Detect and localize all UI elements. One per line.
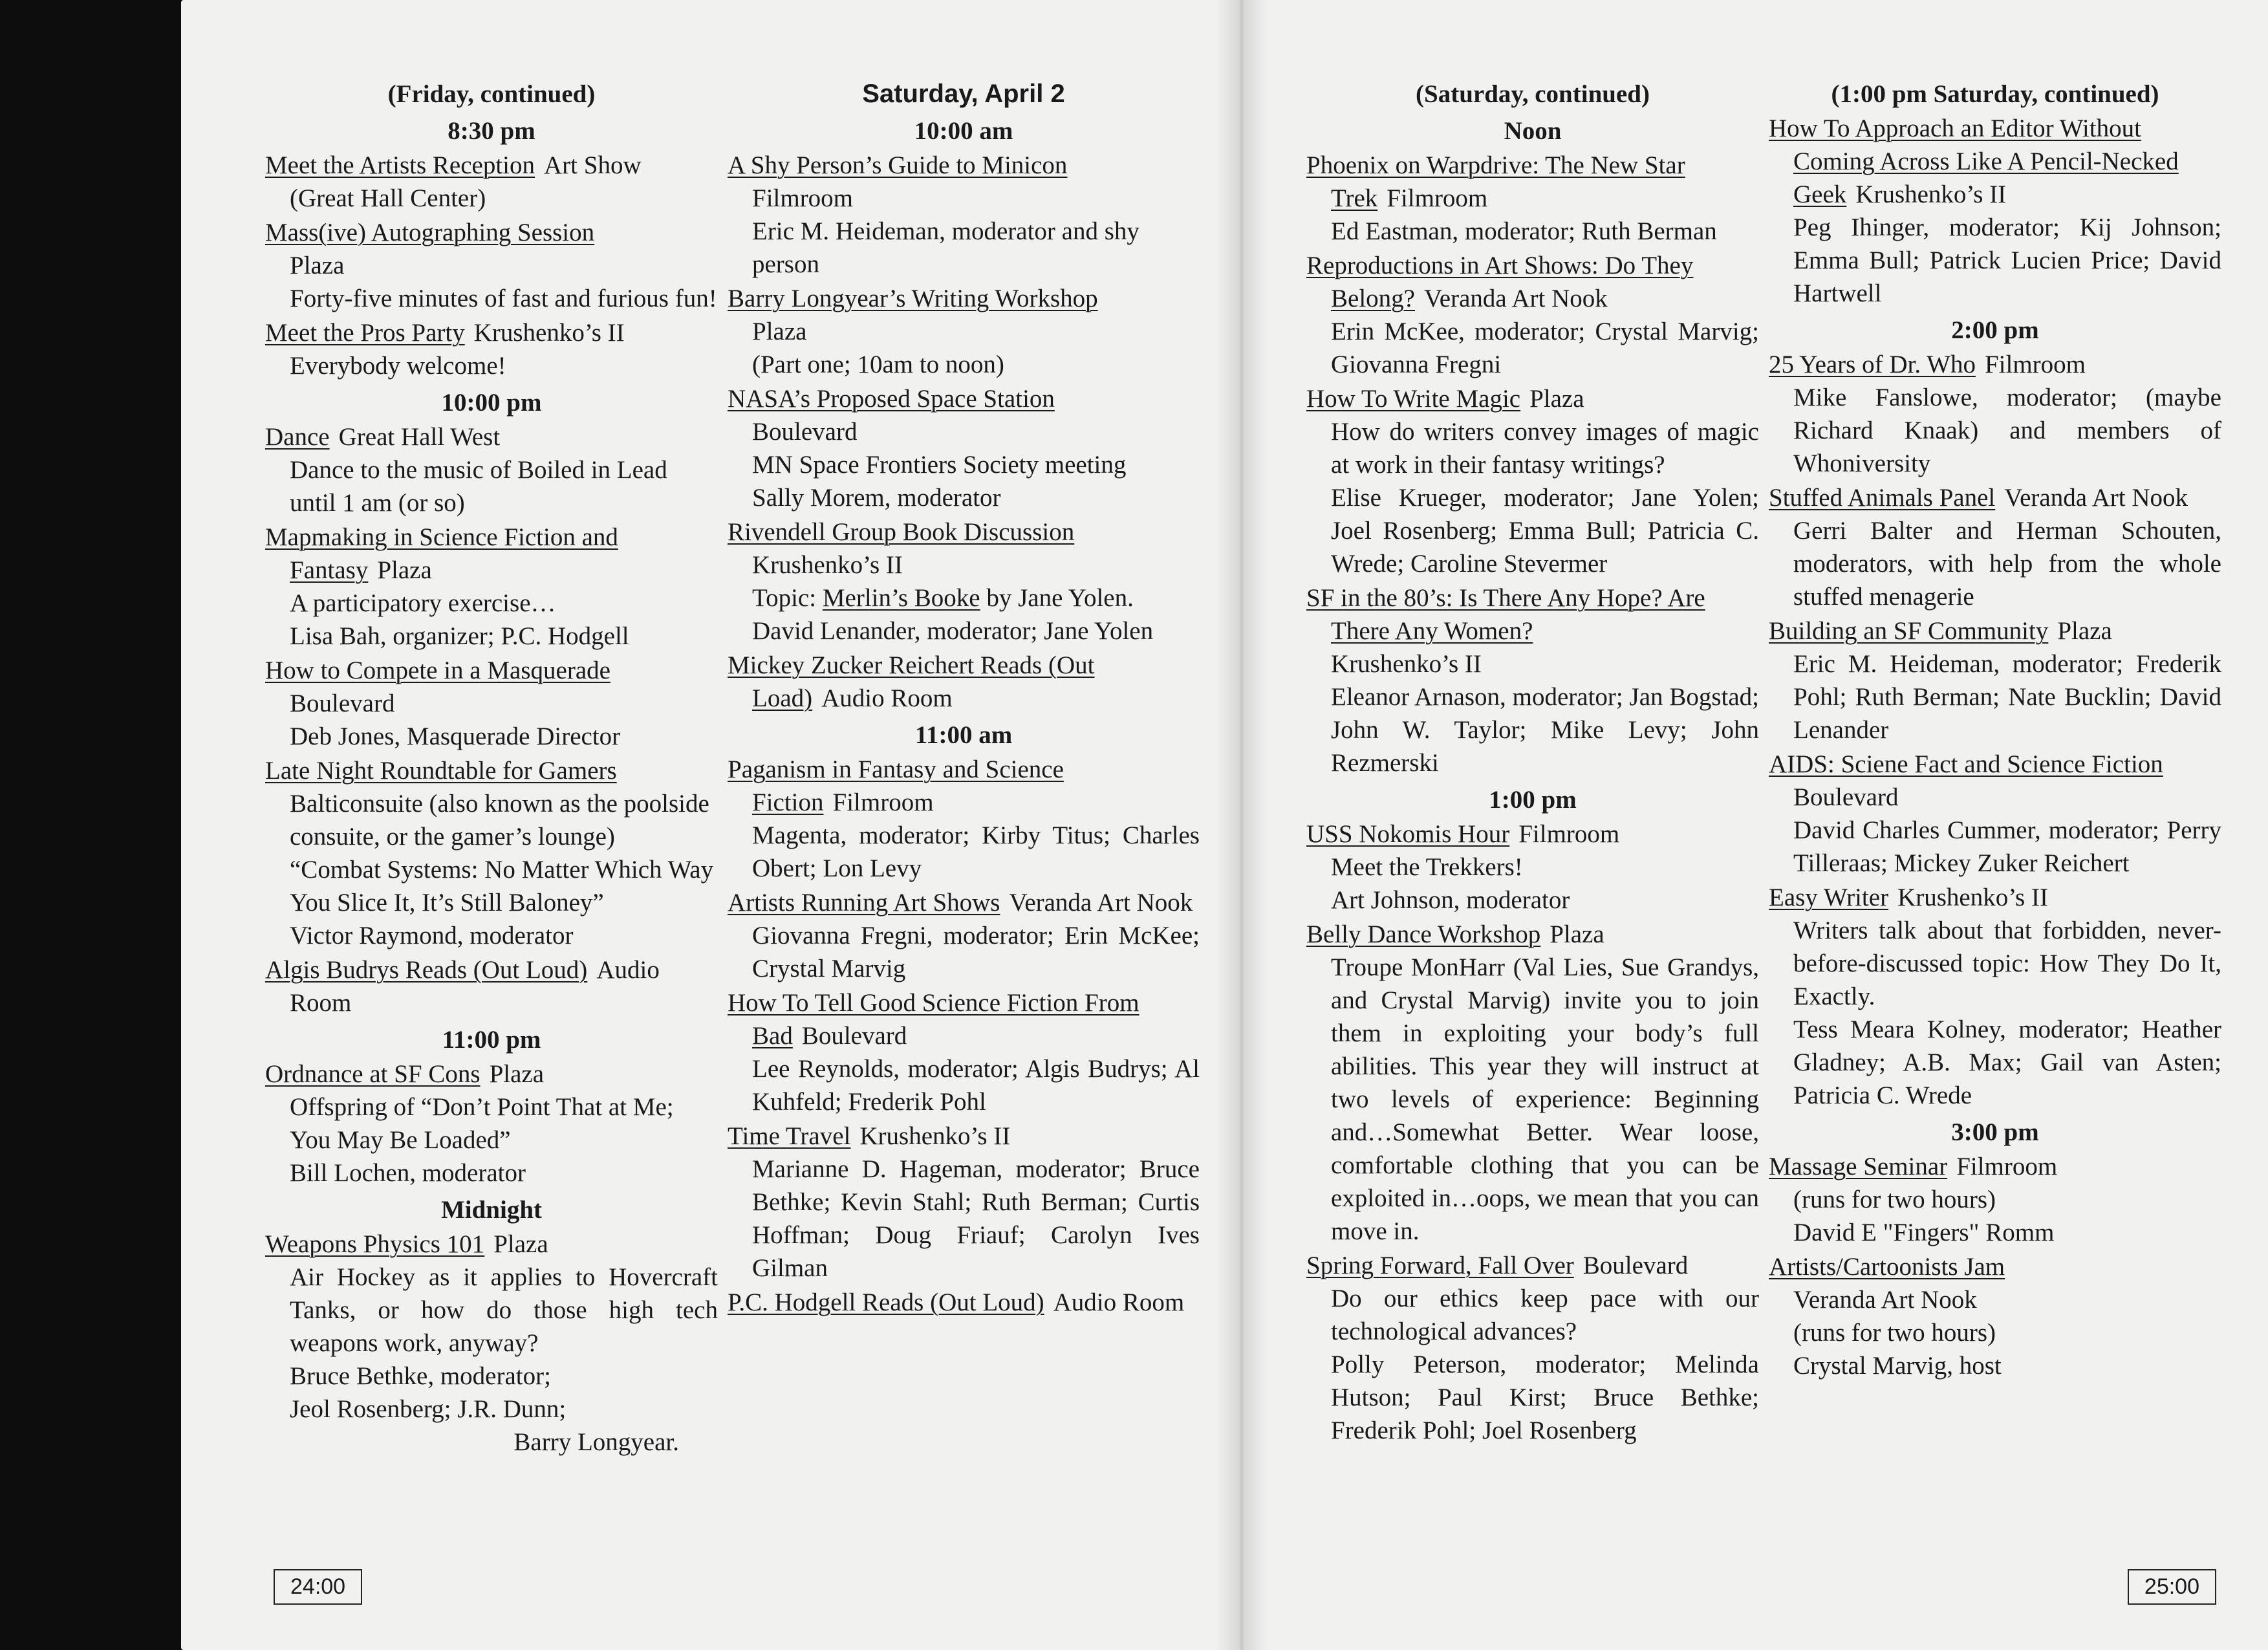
binding-gutter (1216, 0, 1268, 1650)
item-title: Artists Running Art Shows (728, 889, 1000, 917)
item-location: Filmroom (1984, 351, 2086, 378)
item-title: Easy Writer (1769, 884, 1889, 911)
item-location: Filmroom (752, 184, 854, 212)
program-item (728, 149, 1200, 281)
item-detail: MN Space Frontiers Society meeting (752, 451, 1127, 479)
item-title: Paganism in Fantasy and Science Fiction (728, 755, 1064, 816)
item-title: Time Travel (728, 1122, 851, 1150)
item-detail: Meet the Trekkers! (1331, 853, 1523, 881)
item-title: Mickey Zucker Reichert Reads (Out Load) (728, 651, 1095, 712)
page-number: 24:00 (274, 1569, 362, 1605)
item-location: Boulevard (801, 1022, 907, 1050)
page-number: 25:00 (2128, 1569, 2216, 1605)
item-detail: Bruce Bethke, moderator; (290, 1362, 551, 1390)
program-item (728, 753, 1200, 885)
right-page (1242, 0, 2268, 1650)
program-item (1769, 1250, 2221, 1382)
item-detail: Barry Longyear. (513, 1428, 679, 1456)
item-detail: Offspring of “Don’t Point That at Me; You May Be Loaded” (290, 1093, 674, 1154)
program-item (728, 516, 1200, 647)
topic-label: Topic: (752, 584, 823, 612)
item-location: Plaza (377, 556, 432, 584)
item-detail: David Lenander, moderator; Jane Yolen (752, 617, 1154, 645)
program-item (728, 382, 1200, 514)
item-detail: Gerri Balter and Herman Schouten, moderators, with help from the whole stuffed menagerie (1793, 517, 2221, 611)
time-heading: 11:00 pm (442, 1026, 541, 1054)
item-detail: Bill Lochen, moderator (290, 1159, 526, 1187)
item-detail: Troupe MonHarr (Val Lies, Sue Grandys, and Crystal Marvig) invite you to join them in exploiting your body’s full abilities. This year they will instruct at two levels of experience: Beginning and…Somewhat Better. Wear loose, comfortable clothing that you can be exploited in…oops, we mean that you can move in. (1331, 953, 1759, 1245)
item-detail: Victor Raymond, moderator (290, 922, 574, 950)
item-location: Plaza (489, 1060, 545, 1088)
item-title: Spring Forward, Fall Over (1306, 1252, 1574, 1279)
item-location: Plaza (493, 1230, 548, 1258)
program-item (728, 649, 1200, 715)
item-detail: Everybody welcome! (290, 352, 506, 380)
item-location: Krushenko’s II (859, 1122, 1011, 1150)
item-location: Plaza (1550, 920, 1604, 948)
time-heading: Noon (1504, 117, 1562, 145)
item-location: Veranda Art Nook (1423, 285, 1608, 312)
program-item (1306, 149, 1759, 248)
book-title: Merlin’s Booke (822, 584, 980, 612)
item-location: Audio Room (1053, 1288, 1185, 1316)
column-saturday-1pm-continued (1769, 78, 2221, 1382)
item-title: How To Write Magic (1306, 385, 1521, 413)
program-item (1769, 481, 2221, 613)
program-item (1306, 1249, 1759, 1447)
program-item (1306, 581, 1759, 779)
column-header: (1:00 pm Saturday, continued) (1831, 80, 2159, 108)
item-title: Phoenix on Warpdrive: The New Star Trek (1306, 151, 1685, 212)
item-location: Veranda Art Nook (2004, 484, 2188, 512)
item-title: SF in the 80’s: Is There Any Hope? Are There Any Women? (1306, 584, 1705, 645)
item-location: Boulevard (1582, 1252, 1689, 1279)
program-item (728, 986, 1200, 1118)
item-title: A Shy Person’s Guide to Minicon (728, 151, 1068, 179)
item-title: P.C. Hodgell Reads (Out Loud) (728, 1288, 1044, 1316)
item-title: Mass(ive) Autographing Session (265, 219, 595, 246)
program-item (265, 1058, 718, 1189)
item-detail: Lee Reynolds, moderator; Algis Budrys; Al Kuhfeld; Frederik Pohl (752, 1055, 1200, 1116)
item-title: Massage Seminar (1769, 1153, 1948, 1180)
time-heading: 10:00 pm (441, 389, 542, 417)
program-item (1306, 382, 1759, 580)
item-title: Late Night Roundtable for Gamers (265, 757, 617, 785)
program-item (728, 282, 1200, 381)
time-heading: 10:00 am (914, 117, 1013, 145)
item-detail: Magenta, moderator; Kirby Titus; Charles Obert; Lon Levy (752, 821, 1200, 882)
item-location: Veranda Art Nook (1793, 1286, 1977, 1314)
item-title: Stuffed Animals Panel (1769, 484, 1996, 512)
program-item (265, 953, 718, 1019)
program-item (265, 754, 718, 952)
item-title: Artists/Cartoonists Jam (1769, 1253, 2005, 1281)
item-detail: Giovanna Fregni, moderator; Erin McKee; Crystal Marvig (752, 922, 1200, 982)
item-title: Dance (265, 423, 330, 451)
item-title: Rivendell Group Book Discussion (728, 518, 1075, 546)
item-detail (728, 581, 1200, 614)
column-saturday-continued (1306, 78, 1759, 1447)
item-location: Boulevard (1793, 783, 1899, 811)
item-title: Ordnance at SF Cons (265, 1060, 481, 1088)
item-detail: A participatory exercise… (290, 589, 556, 617)
item-title: AIDS: Sciene Fact and Science Fiction (1769, 750, 2163, 778)
item-detail: (runs for two hours) (1793, 1319, 1996, 1347)
book-author: by Jane Yolen. (980, 584, 1134, 612)
item-detail: Mike Fanslowe, moderator; (maybe Richard Knaak) and members of Whoniversity (1793, 384, 2221, 477)
item-title: Belly Dance Workshop (1306, 920, 1541, 948)
program-item (1769, 881, 2221, 1112)
item-detail: Lisa Bah, organizer; P.C. Hodgell (290, 622, 629, 650)
item-location: Krushenko’s II (1855, 180, 2007, 208)
program-item (1769, 1150, 2221, 1249)
column-header: Saturday, April 2 (862, 80, 1065, 108)
program-item (265, 216, 718, 315)
item-location: Plaza (290, 252, 345, 279)
time-heading: 2:00 pm (1951, 316, 2039, 344)
item-detail: Eric M. Heideman, moderator and shy person (752, 217, 1139, 278)
item-title: Mapmaking in Science Fiction and Fantasy (265, 523, 618, 584)
item-title: Weapons Physics 101 (265, 1230, 485, 1258)
item-detail: Sally Morem, moderator (752, 484, 1001, 512)
item-location: Krushenko’s II (473, 319, 625, 347)
item-detail: Art Johnson, moderator (1331, 886, 1570, 914)
program-item (1306, 918, 1759, 1248)
item-detail: “Combat Systems: No Matter Which Way You Slice It, It’s Still Baloney” (290, 856, 714, 917)
program-item (1769, 348, 2221, 480)
item-location: Filmroom (1518, 820, 1620, 848)
item-location: Plaza (752, 318, 807, 345)
item-detail: Jeol Rosenberg; J.R. Dunn; (290, 1395, 567, 1423)
program-item (728, 1120, 1200, 1285)
item-title: Algis Budrys Reads (Out Loud) (265, 956, 588, 984)
program-item (1306, 818, 1759, 917)
item-location: Filmroom (832, 788, 934, 816)
item-detail: Elise Krueger, moderator; Jane Yolen; Joel Rosenberg; Emma Bull; Patricia C. Wrede; Caroline Stevermer (1331, 484, 1759, 578)
item-location: Filmroom (1956, 1153, 2058, 1180)
item-detail: David Charles Cummer, moderator; Perry Tilleraas; Mickey Zuker Reichert (1793, 816, 2221, 877)
program-item (265, 654, 718, 753)
item-detail: Tess Meara Kolney, moderator; Heather Gladney; A.B. Max; Gail van Asten; Patricia C. Wrede (1793, 1015, 2221, 1109)
item-title: How To Approach an Editor Without Coming Across Like A Pencil-Necked Geek (1769, 114, 2179, 208)
item-location: Boulevard (752, 418, 858, 446)
item-location: Plaza (1529, 385, 1584, 413)
item-title: Meet the Artists Reception (265, 151, 535, 179)
time-heading: 3:00 pm (1951, 1118, 2039, 1146)
item-title: How to Compete in a Masquerade (265, 657, 610, 684)
program-item (728, 886, 1200, 985)
column-header: (Friday, continued) (387, 80, 596, 108)
item-detail: How do writers convey images of magic at work in their fantasy writings? (1331, 418, 1759, 479)
item-location: Krushenko’s II (752, 551, 903, 579)
column-saturday (728, 78, 1200, 1319)
time-heading: 11:00 am (914, 721, 1013, 749)
item-location: Great Hall West (338, 423, 501, 451)
program-item (728, 1286, 1200, 1319)
program-item (1769, 614, 2221, 746)
item-detail: (runs for two hours) (1793, 1186, 1996, 1213)
item-location: Audio Room (821, 684, 953, 712)
item-title: Barry Longyear’s Writing Workshop (728, 285, 1098, 312)
item-detail: Do our ethics keep pace with our technological advances? (1331, 1285, 1759, 1345)
program-item (265, 521, 718, 653)
program-item (1769, 112, 2221, 310)
item-title: NASA’s Proposed Space Station (728, 385, 1055, 413)
item-detail: (Part one; 10am to noon) (752, 351, 1004, 378)
item-detail: Eleanor Arnason, moderator; Jan Bogstad; John W. Taylor; Mike Levy; John Rezmerski (1331, 683, 1759, 777)
item-title: Meet the Pros Party (265, 319, 465, 347)
item-location: Krushenko’s II (1897, 884, 2048, 911)
item-detail: David E "Fingers" Romm (1793, 1219, 2055, 1246)
time-heading: 1:00 pm (1489, 786, 1577, 814)
item-detail: Air Hockey as it applies to Hovercraft Tanks, or how do those high tech weapons work, anyway? (290, 1263, 718, 1357)
column-header: (Saturday, continued) (1416, 80, 1650, 108)
item-detail: Dance to the music of Boiled in Lead until 1 am (or so) (290, 456, 667, 517)
time-heading: 8:30 pm (448, 117, 535, 145)
item-location: Filmroom (1387, 184, 1488, 212)
item-location: Boulevard (290, 689, 395, 717)
program-item (1769, 748, 2221, 880)
item-title: 25 Years of Dr. Who (1769, 351, 1976, 378)
item-detail: Marianne D. Hageman, moderator; Bruce Bethke; Kevin Stahl; Ruth Berman; Curtis Hoffman; Doug Friauf; Carolyn Ives Gilman (752, 1155, 1200, 1282)
item-detail: Eric M. Heideman, moderator; Frederik Pohl; Ruth Berman; Nate Bucklin; David Lenander (1793, 650, 2221, 744)
item-location: Plaza (2057, 617, 2112, 645)
item-detail: Deb Jones, Masquerade Director (290, 722, 621, 750)
item-detail: Polly Peterson, moderator; Melinda Hutson; Paul Kirst; Bruce Bethke; Frederik Pohl; Joel Rosenberg (1331, 1351, 1759, 1444)
item-detail: Peg Ihinger, moderator; Kij Johnson; Emma Bull; Patrick Lucien Price; David Hartwell (1793, 213, 2221, 307)
item-detail: Writers talk about that forbidden, never-before-discussed topic: How They Do It, Exactly. (1793, 917, 2221, 1010)
program-item (265, 316, 718, 382)
item-detail: Forty-five minutes of fast and furious fun! (290, 285, 717, 312)
item-title: Reproductions in Art Shows: Do They Belong? (1306, 252, 1694, 312)
program-item (265, 149, 718, 215)
item-location: Balticonsuite (also known as the poolside consuite, or the gamer’s lounge) (290, 790, 709, 851)
left-page (181, 0, 1242, 1650)
item-detail: Crystal Marvig, host (1793, 1352, 2002, 1380)
item-detail: (Great Hall Center) (290, 184, 486, 212)
item-location: Krushenko’s II (1331, 650, 1482, 678)
program-item (265, 1228, 718, 1459)
item-location: Audio Room (290, 956, 660, 1017)
time-heading: Midnight (440, 1196, 543, 1224)
item-detail: Ed Eastman, moderator; Ruth Berman (1331, 217, 1717, 245)
item-location: Veranda Art Nook (1009, 889, 1193, 917)
item-title: How To Tell Good Science Fiction From Bad (728, 989, 1139, 1050)
program-item (1306, 249, 1759, 381)
item-title: USS Nokomis Hour (1306, 820, 1510, 848)
program-item (265, 420, 718, 519)
item-location: Art Show (544, 151, 642, 179)
item-title: Building an SF Community (1769, 617, 2049, 645)
column-friday-continued (265, 78, 718, 1459)
item-detail: Erin McKee, moderator; Crystal Marvig; Giovanna Fregni (1331, 318, 1759, 378)
